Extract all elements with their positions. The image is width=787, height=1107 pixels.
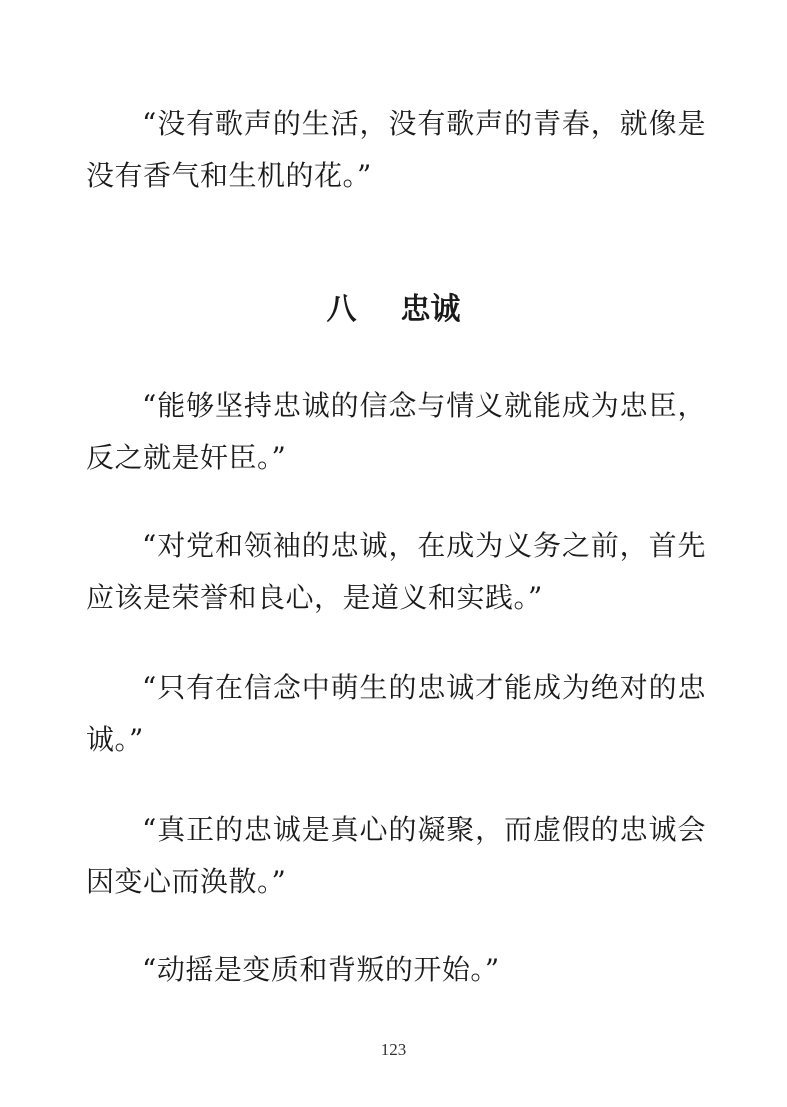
quote-paragraph: “对党和领袖的忠诚，在成为义务之前，首先应该是荣誉和良心，是道义和实践。” bbox=[86, 529, 706, 614]
quote-paragraph: “动摇是变质和背叛的开始。” bbox=[142, 953, 500, 986]
quote-paragraph: “真正的忠诚是真心的凝聚，而虚假的忠诚会因变心而涣散。” bbox=[86, 813, 706, 898]
quote-paragraph: “能够坚持忠诚的信念与情义就能成为忠臣，反之就是奸臣。” bbox=[86, 389, 706, 474]
quote-paragraph: “只有在信念中萌生的忠诚才能成为绝对的忠诚。” bbox=[86, 671, 706, 756]
section-title: 忠诚 bbox=[400, 292, 461, 327]
section-number: 八 bbox=[326, 292, 357, 327]
quote-paragraph: “没有歌声的生活，没有歌声的青春，就像是没有香气和生机的花。” bbox=[86, 107, 706, 192]
page-number: 123 bbox=[380, 1040, 407, 1059]
section-heading bbox=[0, 286, 787, 334]
